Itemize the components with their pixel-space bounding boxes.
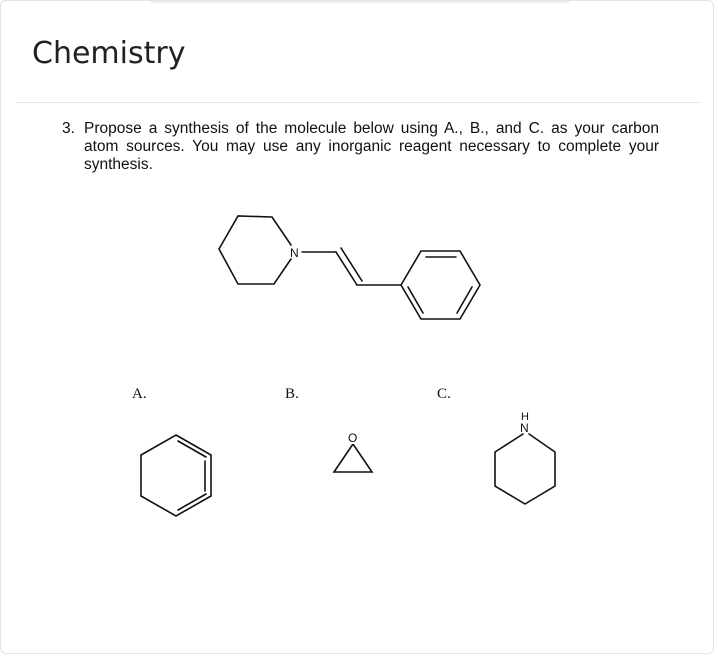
- benzene-ring-outer: [141, 435, 211, 516]
- question-line-2: atom sources. You may use any inorganic reagent necessary to complete your: [84, 138, 659, 155]
- epoxide-ring-bonds: [334, 444, 372, 472]
- title-divider: [16, 102, 702, 103]
- reagent-a-structure: [135, 430, 217, 522]
- reagent-a-label: A.: [132, 386, 147, 402]
- question-text: [84, 120, 659, 174]
- reagent-c-label: C.: [437, 386, 451, 402]
- nitrogen-label: N: [290, 246, 299, 260]
- page-title: Chemistry: [32, 36, 186, 71]
- benzene-ring-outer: [401, 251, 480, 319]
- benzene-inner-2: [457, 287, 472, 313]
- reagent-b-label: B.: [285, 386, 299, 402]
- nitrogen-label: N: [520, 421, 529, 435]
- target-molecule-structure: [212, 205, 482, 335]
- piperidine-ring-bonds: [495, 434, 555, 504]
- hydrogen-label: H: [521, 411, 529, 423]
- question-line-3: synthesis.: [84, 156, 153, 173]
- oxygen-label: O: [348, 431, 358, 445]
- question-line-1: Propose a synthesis of the molecule below using A., B., and C. as your carbon: [84, 120, 659, 137]
- reagent-b-structure: [330, 426, 380, 478]
- question-number: 3.: [62, 120, 75, 137]
- piperidine-ring-bonds: [219, 216, 291, 284]
- reagent-c-structure: [485, 408, 575, 508]
